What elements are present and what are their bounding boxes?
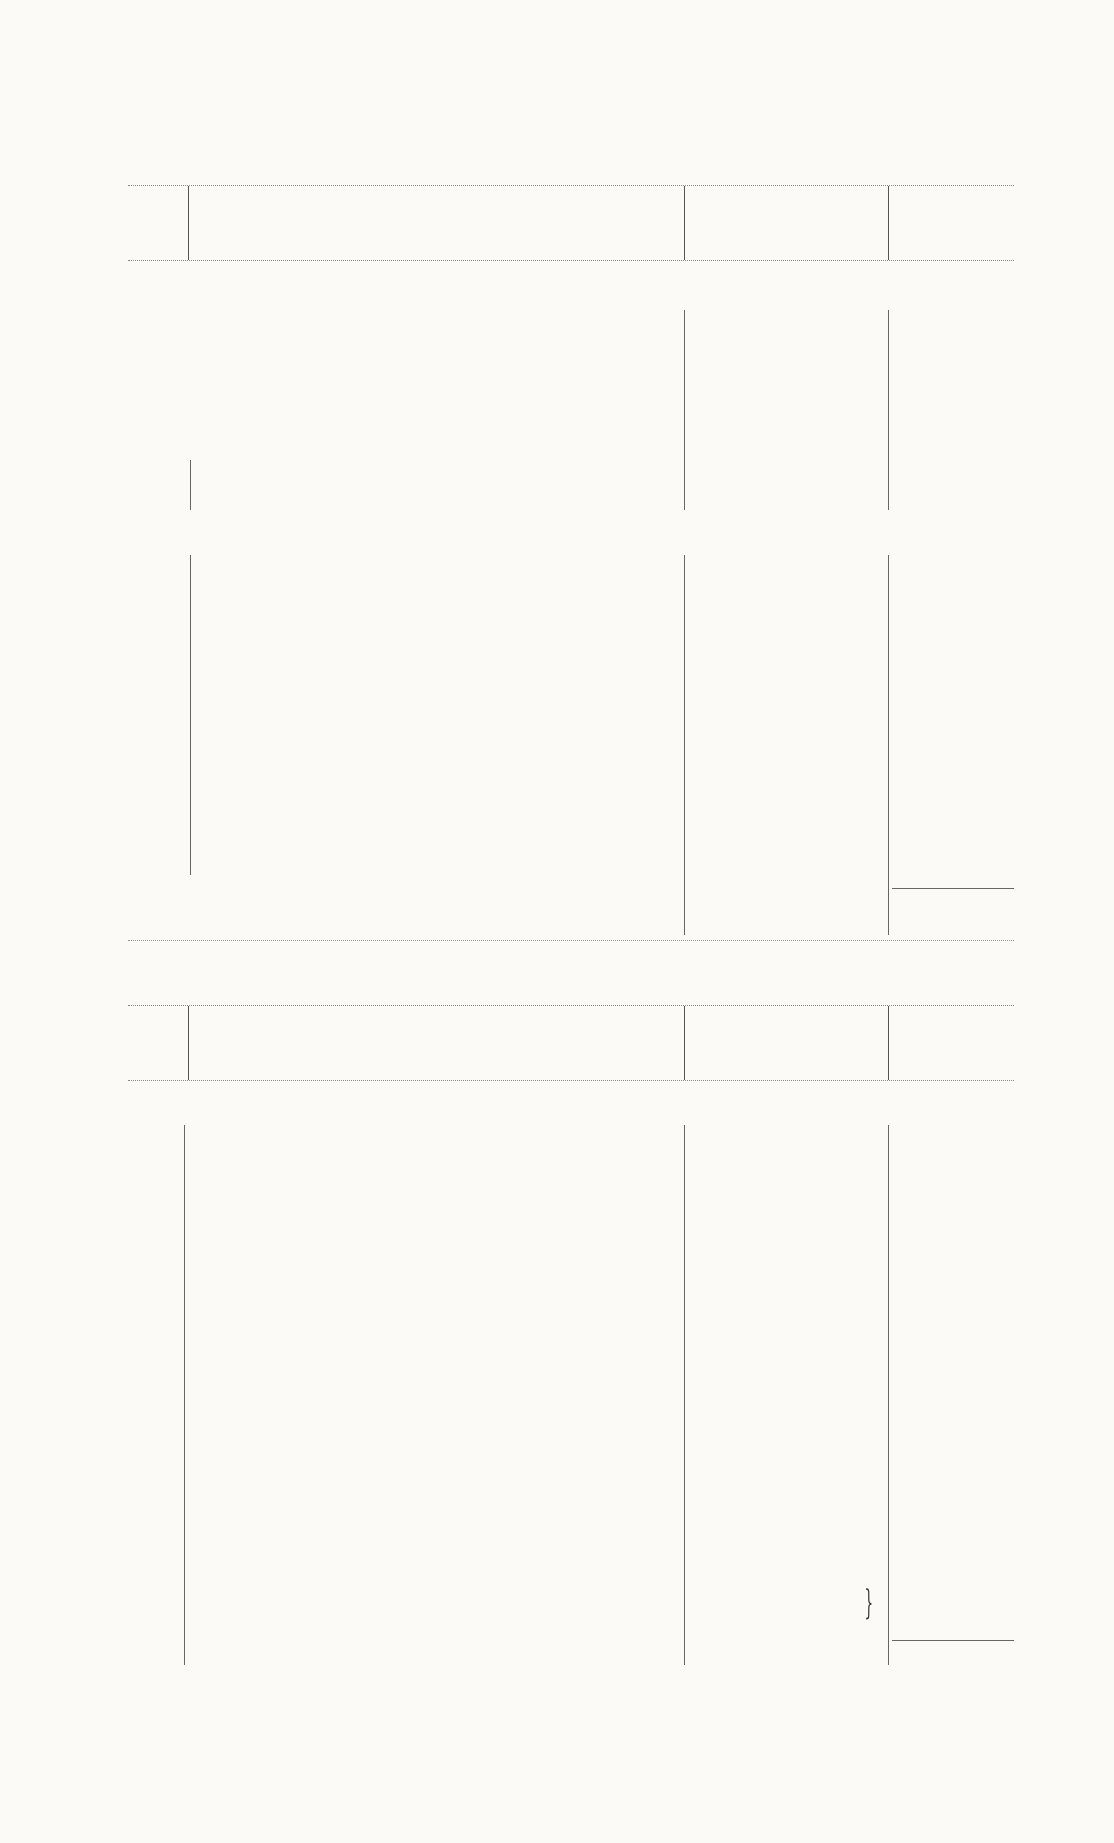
header-frequency bbox=[692, 186, 888, 260]
header-subsidy bbox=[888, 186, 1014, 260]
header-frequency bbox=[692, 1006, 888, 1080]
brace-icon: } bbox=[864, 1583, 874, 1623]
header-service bbox=[194, 186, 692, 260]
thames-table-header bbox=[128, 185, 1014, 261]
gisborne-table-header bbox=[128, 1005, 1014, 1081]
header-service bbox=[194, 1006, 692, 1080]
header-subsidy bbox=[888, 1006, 1014, 1080]
